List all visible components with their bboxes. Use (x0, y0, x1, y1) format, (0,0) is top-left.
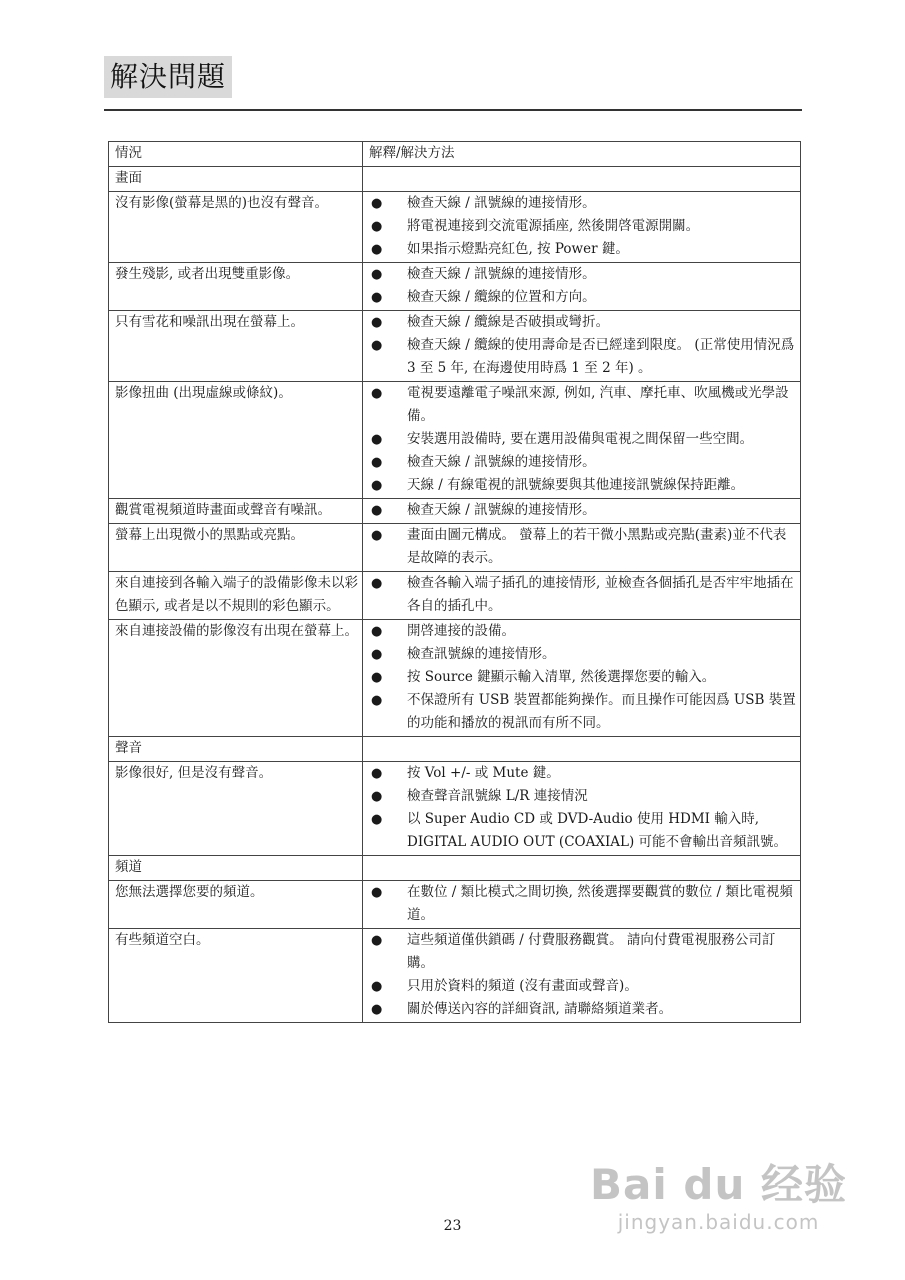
list-item (369, 975, 796, 998)
watermark-logo: Bai du 经验 (590, 1160, 847, 1209)
list-item (369, 808, 796, 854)
solution-list (369, 382, 796, 497)
solution-text: 這些頻道僅供鎖碼 / 付費服務觀賞。 請向付費電視服務公司訂購。 (407, 932, 776, 971)
section-title: 畫面 (109, 167, 363, 192)
solution-list (369, 192, 796, 261)
situation-cell: 發生殘影, 或者出現雙重影像。 (109, 263, 363, 311)
solution-text: 將電視連接到交流電源插座, 然後開啓電源開關。 (407, 218, 700, 234)
troubleshooting-table (108, 141, 801, 1023)
solution-cell (363, 572, 801, 620)
section-title: 聲音 (109, 737, 363, 762)
list-item (369, 428, 796, 451)
bullet-icon: ● (371, 789, 383, 804)
bullet-icon: ● (371, 885, 383, 900)
section-title: 頻道 (109, 856, 363, 881)
solution-text: 檢查天線 / 纜線的使用壽命是否已經達到限度。 (正常使用情況爲 3 至 5 年, 在海邊使用時爲 1 至 2 年) 。 (407, 337, 795, 376)
solution-cell (363, 263, 801, 311)
situation-cell: 螢幕上出現微小的黑點或亮點。 (109, 524, 363, 572)
solution-list (369, 499, 796, 522)
bullet-icon: ● (371, 219, 383, 234)
list-item (369, 286, 796, 309)
solution-cell (363, 881, 801, 929)
solution-text: 天線 / 有線電視的訊號線要與其他連接訊號線保持距離。 (407, 477, 745, 493)
table-row (109, 620, 801, 737)
section-row (109, 737, 801, 762)
bullet-icon: ● (371, 242, 383, 257)
table-row (109, 524, 801, 572)
bullet-icon: ● (371, 670, 383, 685)
section-row (109, 856, 801, 881)
bullet-icon: ● (371, 624, 383, 639)
solution-text: 檢查天線 / 纜線是否破損或彎折。 (407, 314, 610, 330)
bullet-icon: ● (371, 693, 383, 708)
list-item (369, 524, 796, 570)
solution-text: 畫面由圖元構成。 螢幕上的若干微小黑點或亮點(畫素)並不代表是故障的表示。 (407, 527, 787, 566)
table-row (109, 499, 801, 524)
page-number: 23 (443, 1218, 462, 1234)
list-item (369, 451, 796, 474)
section-empty-cell (363, 856, 801, 881)
solution-text: 檢查訊號線的連接情形。 (407, 646, 556, 662)
list-item (369, 572, 796, 618)
solution-list (369, 929, 796, 1021)
situation-cell: 影像很好, 但是沒有聲音。 (109, 762, 363, 856)
table-body (109, 167, 801, 1023)
list-item (369, 643, 796, 666)
section-empty-cell (363, 737, 801, 762)
solution-list (369, 524, 796, 570)
situation-cell: 來自連接設備的影像沒有出現在螢幕上。 (109, 620, 363, 737)
list-item (369, 666, 796, 689)
solution-cell (363, 620, 801, 737)
list-item (369, 689, 796, 735)
bullet-icon: ● (371, 503, 383, 518)
solution-cell (363, 192, 801, 263)
list-item (369, 762, 796, 785)
list-item (369, 785, 796, 808)
bullet-icon: ● (371, 386, 383, 401)
solution-text: 按 Vol +/- 或 Mute 鍵。 (407, 765, 560, 781)
solution-cell (363, 929, 801, 1023)
solution-list (369, 881, 796, 927)
list-item (369, 263, 796, 286)
bullet-icon: ● (371, 1002, 383, 1017)
solution-text: 檢查聲音訊號線 L/R 連接情況 (407, 788, 588, 804)
bullet-icon: ● (371, 338, 383, 353)
bullet-icon: ● (371, 528, 383, 543)
list-item (369, 334, 796, 380)
solution-text: 安裝選用設備時, 要在選用設備與電視之間保留一些空間。 (407, 431, 754, 447)
solution-text: 檢查天線 / 纜線的位置和方向。 (407, 289, 596, 305)
solution-list (369, 311, 796, 380)
solution-text: 關於傳送內容的詳細資訊, 請聯絡頻道業者。 (407, 1001, 673, 1017)
watermark-url: jingyan.baidu.com (617, 1210, 820, 1234)
bullet-icon: ● (371, 478, 383, 493)
list-item (369, 238, 796, 261)
solution-text: 檢查天線 / 訊號線的連接情形。 (407, 195, 596, 211)
section-row (109, 167, 801, 192)
solution-text: 檢查天線 / 訊號線的連接情形。 (407, 502, 596, 518)
bullet-icon: ● (371, 432, 383, 447)
bullet-icon: ● (371, 933, 383, 948)
solution-cell (363, 524, 801, 572)
list-item (369, 382, 796, 428)
list-item (369, 881, 796, 927)
bullet-icon: ● (371, 766, 383, 781)
bullet-icon: ● (371, 290, 383, 305)
solution-text: 按 Source 鍵顯示輸入清單, 然後選擇您要的輸入。 (407, 669, 716, 685)
solution-text: 只用於資料的頻道 (沒有畫面或聲音)。 (407, 978, 638, 994)
solution-text: 檢查天線 / 訊號線的連接情形。 (407, 454, 596, 470)
list-item (369, 192, 796, 215)
solution-cell (363, 762, 801, 856)
list-item (369, 311, 796, 334)
table-row (109, 311, 801, 382)
situation-cell: 影像扭曲 (出現虛線或條紋)。 (109, 382, 363, 499)
table-row (109, 263, 801, 311)
solution-text: 開啓連接的設備。 (407, 623, 515, 639)
table-row (109, 382, 801, 499)
table-row (109, 762, 801, 856)
table-row (109, 192, 801, 263)
list-item (369, 998, 796, 1021)
bullet-icon: ● (371, 455, 383, 470)
bullet-icon: ● (371, 812, 383, 827)
situation-cell: 您無法選擇您要的頻道。 (109, 881, 363, 929)
bullet-icon: ● (371, 647, 383, 662)
solution-list (369, 762, 796, 854)
solution-text: 不保證所有 USB 裝置都能夠操作。而且操作可能因爲 USB 裝置的功能和播放的視訊而有所不同。 (407, 692, 796, 731)
bullet-icon: ● (371, 267, 383, 282)
table-header-row (109, 142, 801, 167)
solution-text: 檢查天線 / 訊號線的連接情形。 (407, 266, 596, 282)
bullet-icon: ● (371, 979, 383, 994)
solution-text: 檢查各輸入端子插孔的連接情形, 並檢查各個插孔是否牢牢地插在各自的插孔中。 (407, 575, 794, 614)
bullet-icon: ● (371, 315, 383, 330)
bullet-icon: ● (371, 196, 383, 211)
solution-cell (363, 382, 801, 499)
situation-cell: 有些頻道空白。 (109, 929, 363, 1023)
solution-list (369, 620, 796, 735)
title-divider (104, 109, 802, 111)
page-title: 解決問題 (104, 56, 232, 98)
list-item (369, 499, 796, 522)
solution-text: 在數位 / 類比模式之間切換, 然後選擇要觀賞的數位 / 類比電視頻道。 (407, 884, 793, 923)
bullet-icon: ● (371, 576, 383, 591)
solution-cell (363, 311, 801, 382)
section-empty-cell (363, 167, 801, 192)
solution-text: 以 Super Audio CD 或 DVD-Audio 使用 HDMI 輸入時, DIGITAL AUDIO OUT (COAXIAL) 可能不會輸出音頻訊號。 (407, 811, 788, 850)
solution-cell (363, 499, 801, 524)
situation-cell: 沒有影像(螢幕是黑的)也沒有聲音。 (109, 192, 363, 263)
list-item (369, 215, 796, 238)
situation-cell: 只有雪花和噪訊出現在螢幕上。 (109, 311, 363, 382)
solution-list (369, 572, 796, 618)
table-row (109, 572, 801, 620)
list-item (369, 474, 796, 497)
situation-cell: 來自連接到各輸入端子的設備影像未以彩色顯示, 或者是以不規則的彩色顯示。 (109, 572, 363, 620)
baidu-watermark (590, 1160, 847, 1234)
solution-text: 電視要遠離電子噪訊來源, 例如, 汽車、摩托車、吹風機或光學設備。 (407, 385, 789, 424)
table-row (109, 929, 801, 1023)
solution-text: 如果指示燈點亮紅色, 按 Power 鍵。 (407, 241, 629, 257)
situation-cell: 觀賞電視頻道時畫面或聲音有噪訊。 (109, 499, 363, 524)
header-solution: 解釋/解決方法 (363, 142, 801, 167)
solution-list (369, 263, 796, 309)
list-item (369, 929, 796, 975)
list-item (369, 620, 796, 643)
header-situation: 情況 (109, 142, 363, 167)
table-row (109, 881, 801, 929)
